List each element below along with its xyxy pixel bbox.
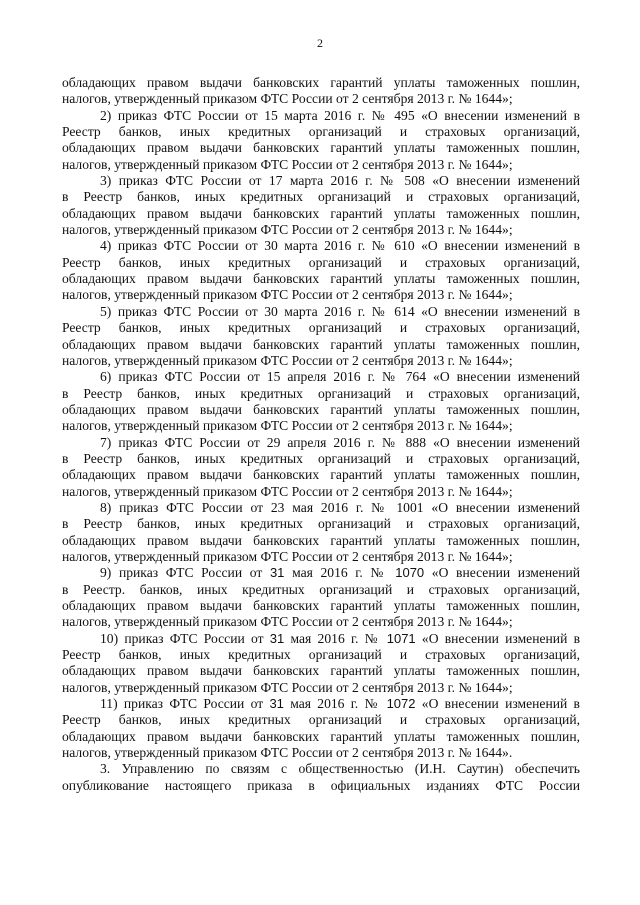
text-line <box>62 189 580 205</box>
line-text: налогов, утвержденный приказом ФТС России от 2 сентября 2013 г. № 1644»; <box>62 352 513 368</box>
text-line <box>62 108 580 124</box>
text-line <box>62 353 580 369</box>
line-text: налогов, утвержденный приказом ФТС России от 2 сентября 2013 г. № 1644»; <box>62 287 513 303</box>
line-text: Реестр банков, иных кредитных организаций и страховых организаций, <box>62 124 580 140</box>
text-line <box>62 500 580 516</box>
line-text: в Реестр. банков, иных кредитных организаций и страховых организаций, <box>62 581 580 597</box>
line-text: в Реестр банков, иных кредитных организаций и страховых организаций, <box>62 189 580 205</box>
text-line <box>62 582 580 598</box>
handwritten-order-number: 1072 <box>386 696 416 712</box>
text-line <box>62 140 580 156</box>
line-text: опубликование настоящего приказа в официальных изданиях ФТС России <box>62 777 580 793</box>
line-text: «О внесении изменений в <box>421 630 580 646</box>
handwritten-day: 31 <box>269 565 285 581</box>
handwritten-day: 31 <box>269 696 284 712</box>
text-line <box>62 778 580 794</box>
line-text: в Реестр банков, иных кредитных организаций и страховых организаций, <box>62 450 580 466</box>
text-line <box>62 631 580 647</box>
text-line <box>62 516 580 532</box>
line-text: 9) приказ ФТС России от <box>100 565 263 581</box>
page-number: 2 <box>317 36 323 50</box>
text-line <box>62 451 580 467</box>
line-text: обладающих правом выдачи банковских гарантий уплаты таможенных пошлин, <box>62 728 580 744</box>
line-text: обладающих правом выдачи банковских гарантий уплаты таможенных пошлин, <box>62 75 580 90</box>
line-text: обладающих правом выдачи банковских гарантий уплаты таможенных пошлин, <box>62 205 580 221</box>
line-text: налогов, утвержденный приказом ФТС России от 2 сентября 2013 г. № 1644»; <box>62 418 513 434</box>
handwritten-day: 31 <box>269 630 285 646</box>
text-line <box>62 549 580 565</box>
text-line <box>62 255 580 271</box>
line-text: 10) приказ ФТС России от <box>100 630 264 646</box>
line-text: в Реестр банков, иных кредитных организаций и страховых организаций, <box>62 385 580 401</box>
text-line <box>62 91 580 107</box>
text-line <box>62 729 580 745</box>
line-text: мая 2016 г. № <box>290 630 381 646</box>
line-text: налогов, утвержденный приказом ФТС России от 2 сентября 2013 г. № 1644». <box>62 745 513 761</box>
text-line <box>62 565 580 581</box>
text-line <box>62 598 580 614</box>
text-line <box>62 238 580 254</box>
line-text: обладающих правом выдачи банковских гарантий уплаты таможенных пошлин, <box>62 401 580 417</box>
line-text: 8) приказ ФТС России от 23 мая 2016 г. № 1001 «О внесении изменений <box>100 499 580 515</box>
line-text: налогов, утвержденный приказом ФТС России от 2 сентября 2013 г. № 1644»; <box>62 91 513 107</box>
line-text: 3. Управлению по связям с общественностью (И.Н. Саутин) обеспечить <box>100 761 580 777</box>
line-text: «О внесении изменений <box>431 565 580 581</box>
text-line <box>62 435 580 451</box>
line-text: обладающих правом выдачи банковских гарантий уплаты таможенных пошлин, <box>62 598 580 613</box>
text-line <box>62 320 580 336</box>
line-text: налогов, утвержденный приказом ФТС России от 2 сентября 2013 г. № 1644»; <box>62 614 513 630</box>
text-line <box>62 271 580 287</box>
text-line <box>62 386 580 402</box>
line-text: налогов, утвержденный приказом ФТС России от 2 сентября 2013 г. № 1644»; <box>62 156 513 172</box>
line-text: налогов, утвержденный приказом ФТС России от 2 сентября 2013 г. № 1644»; <box>62 483 513 499</box>
text-line <box>62 745 580 761</box>
text-line <box>62 696 580 712</box>
line-text: 11) приказ ФТС России от <box>100 696 264 712</box>
line-text: Реестр банков, иных кредитных организаций и страховых организаций, <box>62 712 580 728</box>
line-text: 3) приказ ФТС России от 17 марта 2016 г. № 508 «О внесении изменений <box>100 173 580 189</box>
text-line <box>62 647 580 663</box>
text-line <box>62 173 580 189</box>
text-line <box>62 157 580 173</box>
text-line <box>62 614 580 630</box>
line-text: обладающих правом выдачи банковских гарантий уплаты таможенных пошлин, <box>62 271 580 287</box>
line-text: 2) приказ ФТС России от 15 марта 2016 г. № 495 «О внесении изменений в <box>100 107 580 123</box>
text-line <box>62 337 580 353</box>
line-text: 5) приказ ФТС России от 30 марта 2016 г. № 614 «О внесении изменений в <box>100 303 580 319</box>
text-line <box>62 75 580 91</box>
line-text: обладающих правом выдачи банковских гарантий уплаты таможенных пошлин, <box>62 336 580 352</box>
line-text: налогов, утвержденный приказом ФТС России от 2 сентября 2013 г. № 1644»; <box>62 679 513 695</box>
line-text: в Реестр банков, иных кредитных организаций и страховых организаций, <box>62 516 580 532</box>
text-line <box>62 467 580 483</box>
text-line <box>62 712 580 728</box>
handwritten-order-number: 1071 <box>386 630 416 646</box>
document-body <box>62 75 580 794</box>
line-text: мая 2016 г. № <box>290 696 381 712</box>
line-text: обладающих правом выдачи банковских гарантий уплаты таможенных пошлин, <box>62 663 580 679</box>
handwritten-order-number: 1070 <box>395 565 425 581</box>
text-line <box>62 124 580 140</box>
line-text: налогов, утвержденный приказом ФТС России от 2 сентября 2013 г. № 1644»; <box>62 548 513 564</box>
line-text: Реестр банков, иных кредитных организаций и страховых организаций, <box>62 647 580 663</box>
line-text: «О внесении изменений в <box>421 696 580 712</box>
text-line <box>62 304 580 320</box>
line-text: 6) приказ ФТС России от 15 апреля 2016 г. № 764 «О внесении изменений <box>100 369 580 385</box>
line-text: 7) приказ ФТС России от 29 апреля 2016 г. № 888 «О внесении изменений <box>100 434 580 450</box>
line-text: налогов, утвержденный приказом ФТС России от 2 сентября 2013 г. № 1644»; <box>62 222 513 238</box>
text-line <box>62 680 580 696</box>
text-line <box>62 533 580 549</box>
text-line <box>62 287 580 303</box>
line-text: обладающих правом выдачи банковских гарантий уплаты таможенных пошлин, <box>62 140 580 156</box>
text-line <box>62 663 580 679</box>
text-line <box>62 222 580 238</box>
line-text: мая 2016 г. № <box>292 565 388 581</box>
line-text: 4) приказ ФТС России от 30 марта 2016 г. № 610 «О внесении изменений в <box>100 238 580 254</box>
text-line <box>62 418 580 434</box>
text-line <box>62 484 580 500</box>
line-text: обладающих правом выдачи банковских гарантий уплаты таможенных пошлин, <box>62 532 580 548</box>
text-line <box>62 206 580 222</box>
line-text: обладающих правом выдачи банковских гарантий уплаты таможенных пошлин, <box>62 467 580 483</box>
text-line <box>62 761 580 777</box>
line-text: Реестр банков, иных кредитных организаций и страховых организаций, <box>62 254 580 270</box>
line-text: Реестр банков, иных кредитных организаций и страховых организаций, <box>62 320 580 336</box>
text-line <box>62 369 580 385</box>
text-line <box>62 402 580 418</box>
